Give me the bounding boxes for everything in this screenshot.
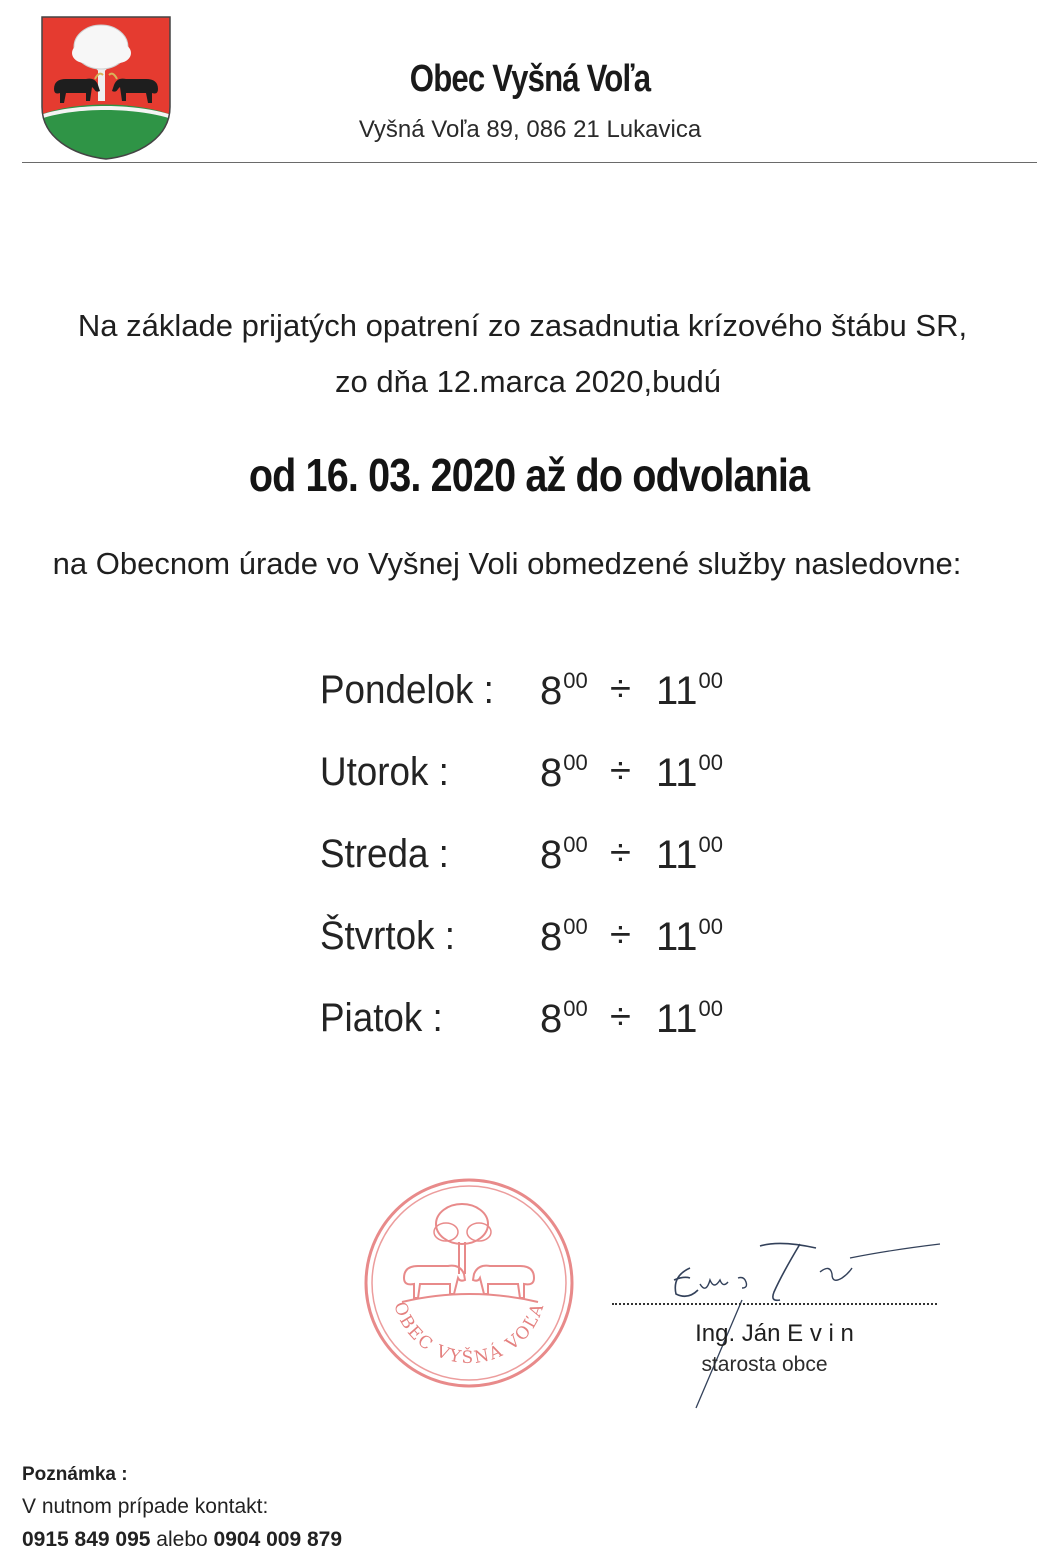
svg-text:OBEC VYŠNÁ VOĽA: OBEC VYŠNÁ VOĽA bbox=[389, 1299, 549, 1369]
announcement-line-1: Na základe prijatých opatrení zo zasadnutia krízového štábu SR, bbox=[77, 308, 968, 343]
schedule-row-friday bbox=[320, 996, 780, 1078]
validity-range: od 16. 03. 2020 až do odvolania bbox=[248, 449, 810, 501]
announcement-line-2: zo dňa 12.marca 2020,budú bbox=[334, 364, 722, 399]
header-divider bbox=[22, 162, 1037, 163]
day-label: Pondelok : bbox=[320, 668, 494, 712]
time-from: $8^{00}$ bbox=[540, 832, 588, 877]
day-label: Streda : bbox=[320, 832, 449, 876]
time-separator: ÷ bbox=[610, 914, 631, 956]
contact-phones bbox=[22, 1528, 342, 1552]
official-stamp-icon bbox=[362, 1176, 576, 1390]
time-to: $11^{00}$ bbox=[656, 914, 724, 959]
schedule-row-tuesday bbox=[320, 750, 780, 832]
time-from: $8^{00}$ bbox=[540, 750, 588, 795]
time-from: $8^{00}$ bbox=[540, 668, 588, 713]
office-hours-schedule bbox=[320, 668, 780, 1078]
schedule-row-thursday bbox=[320, 914, 780, 996]
note-text: V nutnom prípade kontakt: bbox=[22, 1495, 269, 1518]
day-label: Piatok : bbox=[320, 996, 443, 1040]
time-to: $11^{00}$ bbox=[656, 750, 724, 795]
time-to: $11^{00}$ bbox=[656, 996, 724, 1041]
services-intro: na Obecnom úrade vo Vyšnej Voli obmedzené služby nasledovne: bbox=[52, 546, 962, 581]
time-to: $11^{00}$ bbox=[656, 832, 724, 877]
schedule-row-monday bbox=[320, 668, 780, 750]
time-from: $8^{00}$ bbox=[540, 914, 588, 959]
time-separator: ÷ bbox=[610, 668, 631, 710]
coat-of-arms-icon bbox=[40, 15, 172, 161]
time-to: $11^{00}$ bbox=[656, 668, 724, 713]
time-from: $8^{00}$ bbox=[540, 996, 588, 1041]
day-label: Utorok : bbox=[320, 750, 449, 794]
time-separator: ÷ bbox=[610, 750, 631, 792]
phone-number-1: 0915 849 095 bbox=[22, 1528, 151, 1551]
signer-name: Ing. Ján E v i n bbox=[695, 1320, 854, 1347]
organization-name: Obec Vyšná Voľa bbox=[409, 58, 651, 100]
signer-role: starosta obce bbox=[701, 1353, 828, 1376]
note-title: Poznámka : bbox=[22, 1464, 128, 1485]
organization-address: Vyšná Voľa 89, 086 21 Lukavica bbox=[358, 116, 702, 143]
time-separator: ÷ bbox=[610, 832, 631, 874]
time-separator: ÷ bbox=[610, 996, 631, 1038]
signature-line bbox=[612, 1303, 937, 1305]
day-label: Štvrtok : bbox=[320, 914, 455, 958]
phone-connector: alebo bbox=[150, 1528, 214, 1551]
phone-number-2: 0904 009 879 bbox=[213, 1528, 342, 1551]
schedule-row-wednesday bbox=[320, 832, 780, 914]
